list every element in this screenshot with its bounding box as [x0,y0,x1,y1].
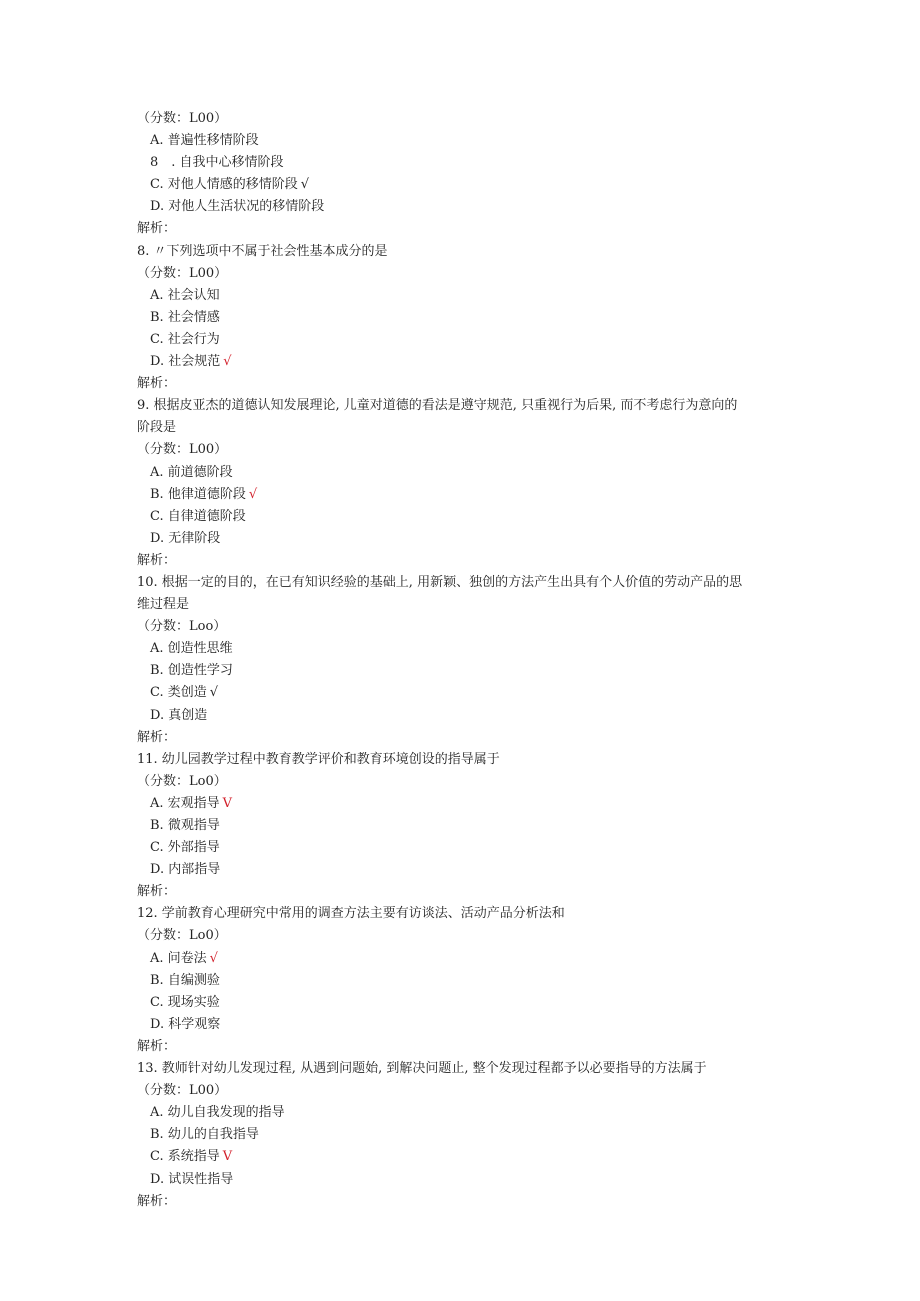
correct-answer-checkmark-icon: √ [248,486,258,502]
analysis-label [0,881,920,903]
question-score-text: （分数：L00） [137,442,228,458]
question-score [0,108,920,130]
answer-option [0,815,920,837]
answer-option-text: D. 社会规范 [150,354,221,370]
answer-option [0,1102,920,1124]
answer-option-text: C. 社会行为 [150,331,220,347]
answer-option-text: A. 问卷法 [150,950,207,966]
answer-option [0,130,920,152]
analysis-label-text: 解析： [137,221,177,237]
analysis-label-text: 解析： [137,729,177,745]
answer-option-text: C. 自律道德阶段 [150,508,246,524]
answer-option-text: B. 微观指导 [150,818,220,833]
answer-option [0,462,920,484]
analysis-label [0,727,920,749]
question-text [0,749,920,771]
analysis-label [0,550,920,572]
answer-option-text: D. 试误性指导 [150,1171,234,1187]
question-score [0,616,920,638]
answer-option [0,992,920,1014]
question-text [0,903,920,925]
question-score-text: （分数：L00） [137,265,228,281]
question-score-text: （分数：Lo0） [137,928,227,944]
question-text-text: 11. 幼儿园教学过程中教育教学评价和教育环境创设的指导属于 [137,751,500,767]
answer-option-text: A. 普遍性移情阶段 [150,133,259,149]
answer-option-text: D. 真创造 [150,707,208,723]
question-text [0,572,920,594]
question-score [0,439,920,461]
question-score [0,1080,920,1102]
answer-option-text: A. 创造性思维 [150,641,233,657]
question-score-text: （分数：L00） [137,111,228,126]
answer-option-text: B. 自编测验 [150,972,220,988]
answer-option-text: D. 内部指导 [150,862,221,878]
answer-option [0,970,920,992]
answer-option [0,152,920,174]
answer-option-text: A. 宏观指导 [150,795,220,811]
answer-option-text: B. 创造性学习 [150,663,233,679]
analysis-label-text: 解析： [137,552,177,568]
question-text [0,1058,920,1080]
answer-option-text: D. 对他人生活状况的移情阶段 [150,199,325,215]
answer-option [0,793,920,815]
answer-option-text: A. 幼儿自我发现的指导 [150,1105,285,1121]
question-text-text: 10. 根据一定的目的，在已有知识经验的基础上, 用新颖、独创的方法产生出具有个人价值的劳动产品的思 [137,574,743,590]
answer-option [0,705,920,727]
analysis-label-text: 解析： [137,1038,177,1054]
answer-option-text: C. 对他人情感的移情阶段 [150,177,298,193]
answer-option [0,484,920,506]
question-text [0,417,920,439]
answer-option [0,196,920,218]
correct-answer-checkmark-icon: √ [209,950,218,966]
answer-option-text: C. 现场实验 [150,994,220,1010]
answer-option [0,638,920,660]
analysis-label-text: 解析： [137,376,177,392]
answer-option [0,837,920,859]
analysis-label-text: 解析： [137,884,177,900]
question-text-text: 阶段是 [137,420,177,436]
answer-option [0,329,920,351]
analysis-label [0,373,920,395]
answer-option [0,351,920,373]
answer-option-text: B. 他律道德阶段 [150,486,246,502]
question-score [0,771,920,793]
question-text-text: 12. 学前教育心理研究中常用的调查方法主要有访谈法、活动产品分析法和 [137,906,565,922]
correct-answer-checkmark-icon: V [222,1149,233,1165]
analysis-label-text: 解析： [137,1193,177,1209]
answer-option [0,682,920,704]
answer-option-text: D. 无律阶段 [150,530,221,546]
correct-answer-checkmark-icon: √ [223,354,232,370]
question-text-text: 13. 教师针对幼儿发现过程, 从遇到问题始, 到解决问题止, 整个发现过程都予以必要指导的方法属于 [137,1061,707,1077]
answer-option [0,1169,920,1191]
answer-option [0,528,920,550]
answer-option-text: C. 系统指导 [150,1149,220,1165]
question-score-text: （分数：Loo） [137,619,227,635]
analysis-label [0,1191,920,1213]
answer-option-text: D. 科学观察 [150,1016,221,1032]
question-score-text: （分数：Lo0） [137,773,227,789]
question-score [0,925,920,947]
question-text [0,594,920,616]
answer-option-text: A. 前道德阶段 [150,464,233,480]
question-text-text: 9. 根据皮亚杰的道德认知发展理论, 儿童对道德的看法是遵守规范, 只重视行为后果, 而不考虑行为意向的 [137,398,738,414]
answer-option [0,307,920,329]
question-text-text: 8. 〃下列选项中不属于社会性基本成分的是 [137,243,388,259]
answer-option [0,948,920,970]
answer-option [0,1124,920,1146]
question-score [0,263,920,285]
answer-option-text: C. 外部指导 [150,840,220,856]
answer-option-text: 8 . 自我中心移情阶段 [150,155,284,171]
correct-answer-checkmark-icon: √ [209,685,219,701]
answer-option-text: B. 幼儿的自我指导 [150,1127,259,1143]
analysis-label [0,1036,920,1058]
question-text [0,241,920,263]
answer-option [0,660,920,682]
correct-answer-checkmark-icon: √ [300,177,310,193]
question-text [0,395,920,417]
correct-answer-checkmark-icon: V [222,795,233,811]
question-score-text: （分数：L00） [137,1083,228,1099]
answer-option-text: C. 类创造 [150,685,207,701]
answer-option [0,1146,920,1168]
analysis-label [0,218,920,240]
answer-option [0,859,920,881]
answer-option-text: A. 社会认知 [150,287,220,303]
answer-option [0,285,920,307]
answer-option [0,506,920,528]
answer-option [0,174,920,196]
question-text-text: 维过程是 [137,597,190,613]
answer-option [0,1014,920,1036]
answer-option-text: B. 社会情感 [150,309,220,325]
